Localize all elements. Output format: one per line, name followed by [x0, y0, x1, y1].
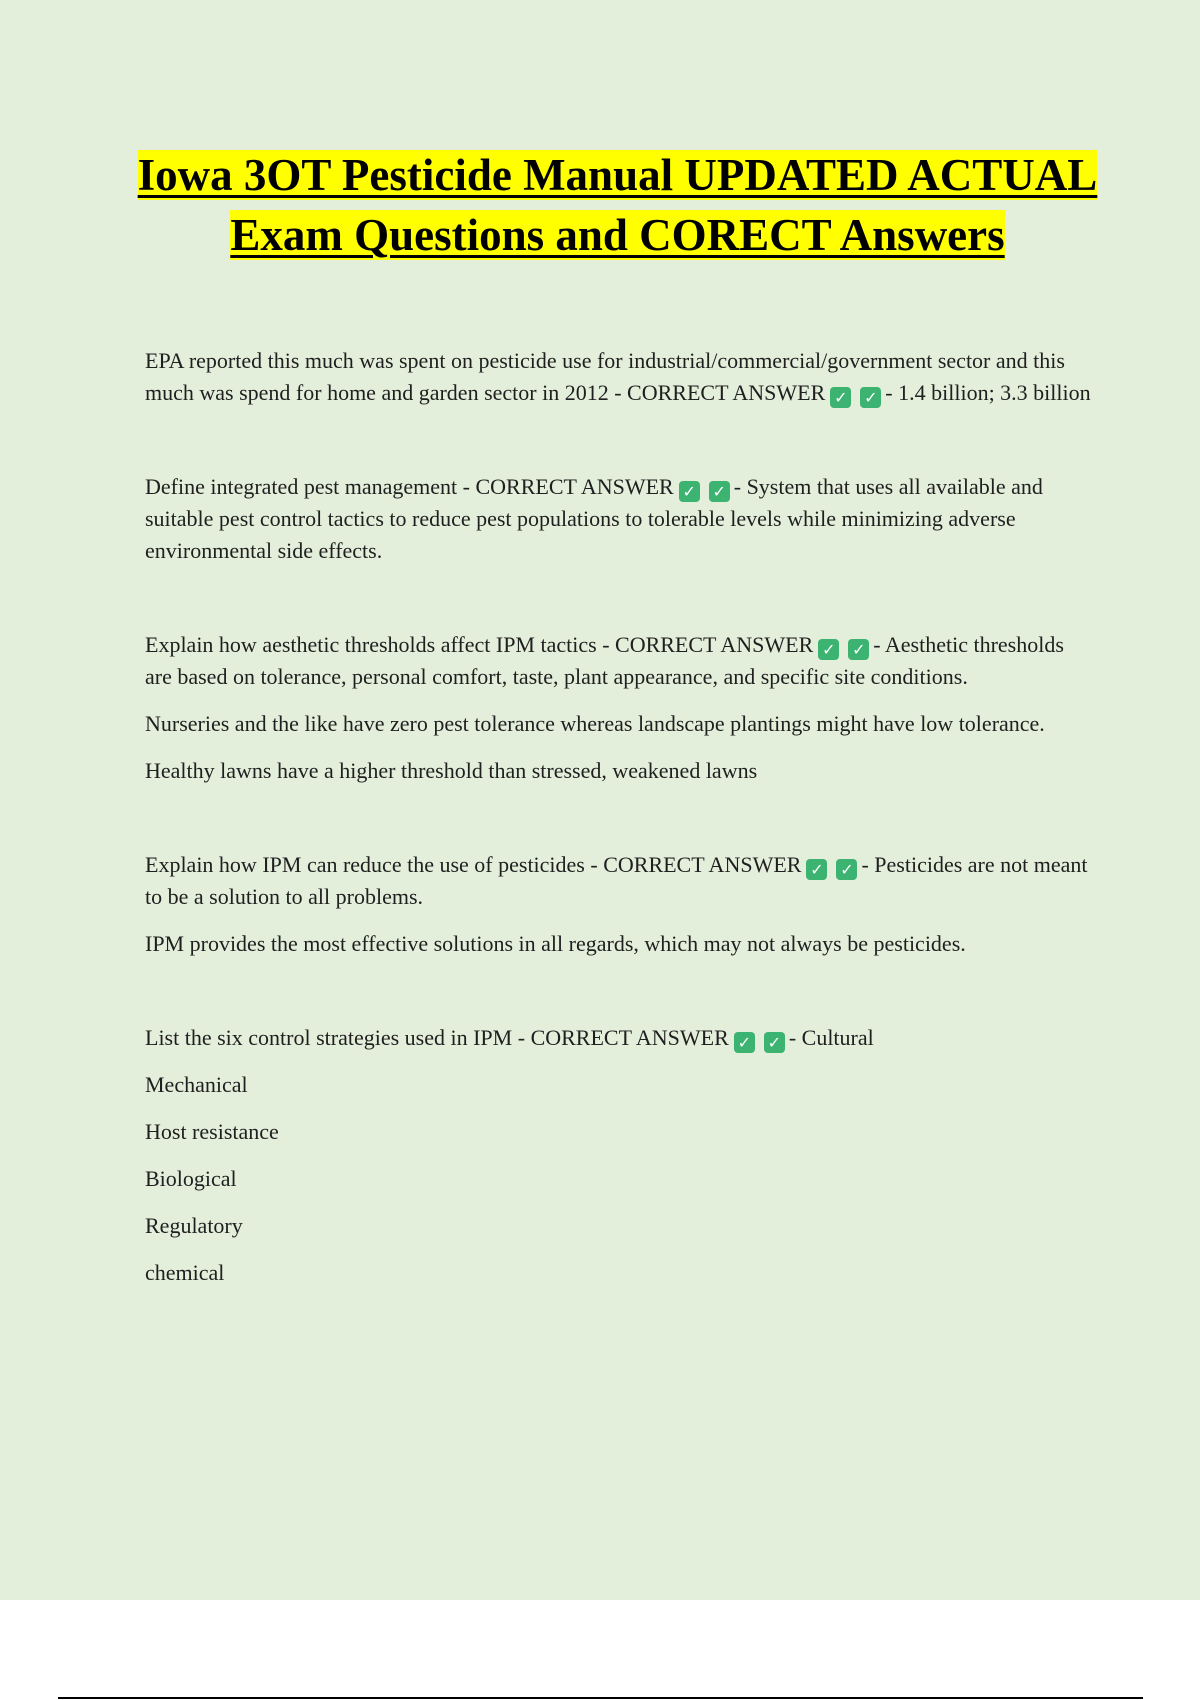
- footer-divider: [58, 1697, 1143, 1699]
- qa-item: [145, 629, 1095, 787]
- answer-line: Host resistance: [145, 1119, 279, 1144]
- qa-list: [145, 345, 1095, 1289]
- answer-line: Mechanical: [145, 1072, 248, 1097]
- check-icon: ✓: [806, 859, 827, 880]
- answer-line: IPM provides the most effective solutions in all regards, which may not always be pesticides.: [145, 931, 966, 956]
- question-text: Define integrated pest management: [145, 474, 458, 499]
- answer-line: chemical: [145, 1260, 225, 1285]
- check-icon: ✓: [679, 481, 700, 502]
- qa-question-answer: Explain how IPM can reduce the use of pesticides - CORRECT ANSWER ✓ ✓ - Pesticides are not meant to be a solution to all problems.: [145, 852, 1088, 909]
- question-text: EPA reported this much was spent on pesticide use for industrial/commercial/government sector and this much was spend for home and garden sector in 2012: [145, 348, 1065, 405]
- answer-label: CORRECT ANSWER: [475, 474, 674, 499]
- answer-text: 1.4 billion; 3.3 billion: [898, 380, 1091, 405]
- answer-text: Aesthetic thresholds are based on tolerance, personal comfort, taste, plant appearance, and specific site conditions.: [145, 632, 1064, 689]
- qa-item: [145, 471, 1095, 567]
- answer-line: Regulatory: [145, 1213, 243, 1238]
- answer-label: CORRECT ANSWER: [530, 1025, 729, 1050]
- answer-label: CORRECT ANSWER: [603, 852, 802, 877]
- answer-label: CORRECT ANSWER: [627, 380, 826, 405]
- check-icon: ✓: [734, 1032, 755, 1053]
- document-title-text: Iowa 3OT Pesticide Manual UPDATED ACTUAL Exam Questions and CORECT Answers: [137, 150, 1098, 260]
- qa-item: [145, 849, 1095, 960]
- check-icon: ✓: [836, 859, 857, 880]
- question-text: List the six control strategies used in IPM: [145, 1025, 513, 1050]
- qa-question-answer: EPA reported this much was spent on pesticide use for industrial/commercial/government sector and this much was spend for home and garden sector in 2012 - CORRECT ANSWER ✓ ✓ - 1.4 billion; 3.3 billion: [145, 348, 1091, 407]
- qa-item: [145, 345, 1095, 409]
- qa-question-answer: Explain how aesthetic thresholds affect IPM tactics - CORRECT ANSWER ✓ ✓ - Aesthetic thresholds are based on tolerance, personal comfort, taste, plant appearance, and specific site conditions.: [145, 632, 1064, 689]
- answer-line: Biological: [145, 1166, 237, 1191]
- check-icon: ✓: [709, 481, 730, 502]
- question-text: Explain how aesthetic thresholds affect IPM tactics: [145, 632, 597, 657]
- check-icon: ✓: [848, 639, 869, 660]
- check-icon: ✓: [860, 387, 881, 408]
- answer-text: System that uses all available and suitable pest control tactics to reduce pest populations to tolerable levels while minimizing adverse environmental side effects.: [145, 474, 1043, 563]
- check-icon: ✓: [830, 387, 851, 408]
- qa-question-answer: Define integrated pest management - CORRECT ANSWER ✓ ✓ - System that uses all available and suitable pest control tactics to reduce pest populations to tolerable levels while minimizing adverse environmental side effects.: [145, 474, 1043, 563]
- question-text: Explain how IPM can reduce the use of pesticides: [145, 852, 585, 877]
- document-title: [120, 145, 1115, 265]
- answer-text: Pesticides are not meant to be a solution to all problems.: [145, 852, 1088, 909]
- qa-question-answer: List the six control strategies used in IPM - CORRECT ANSWER ✓ ✓ - Cultural: [145, 1025, 874, 1052]
- check-icon: ✓: [818, 639, 839, 660]
- answer-label: CORRECT ANSWER: [615, 632, 814, 657]
- answer-text: Cultural: [801, 1025, 874, 1050]
- qa-item: [145, 1022, 1095, 1289]
- answer-line: Healthy lawns have a higher threshold than stressed, weakened lawns: [145, 758, 758, 783]
- answer-line: Nurseries and the like have zero pest tolerance whereas landscape plantings might have low tolerance.: [145, 711, 1045, 736]
- check-icon: ✓: [764, 1032, 785, 1053]
